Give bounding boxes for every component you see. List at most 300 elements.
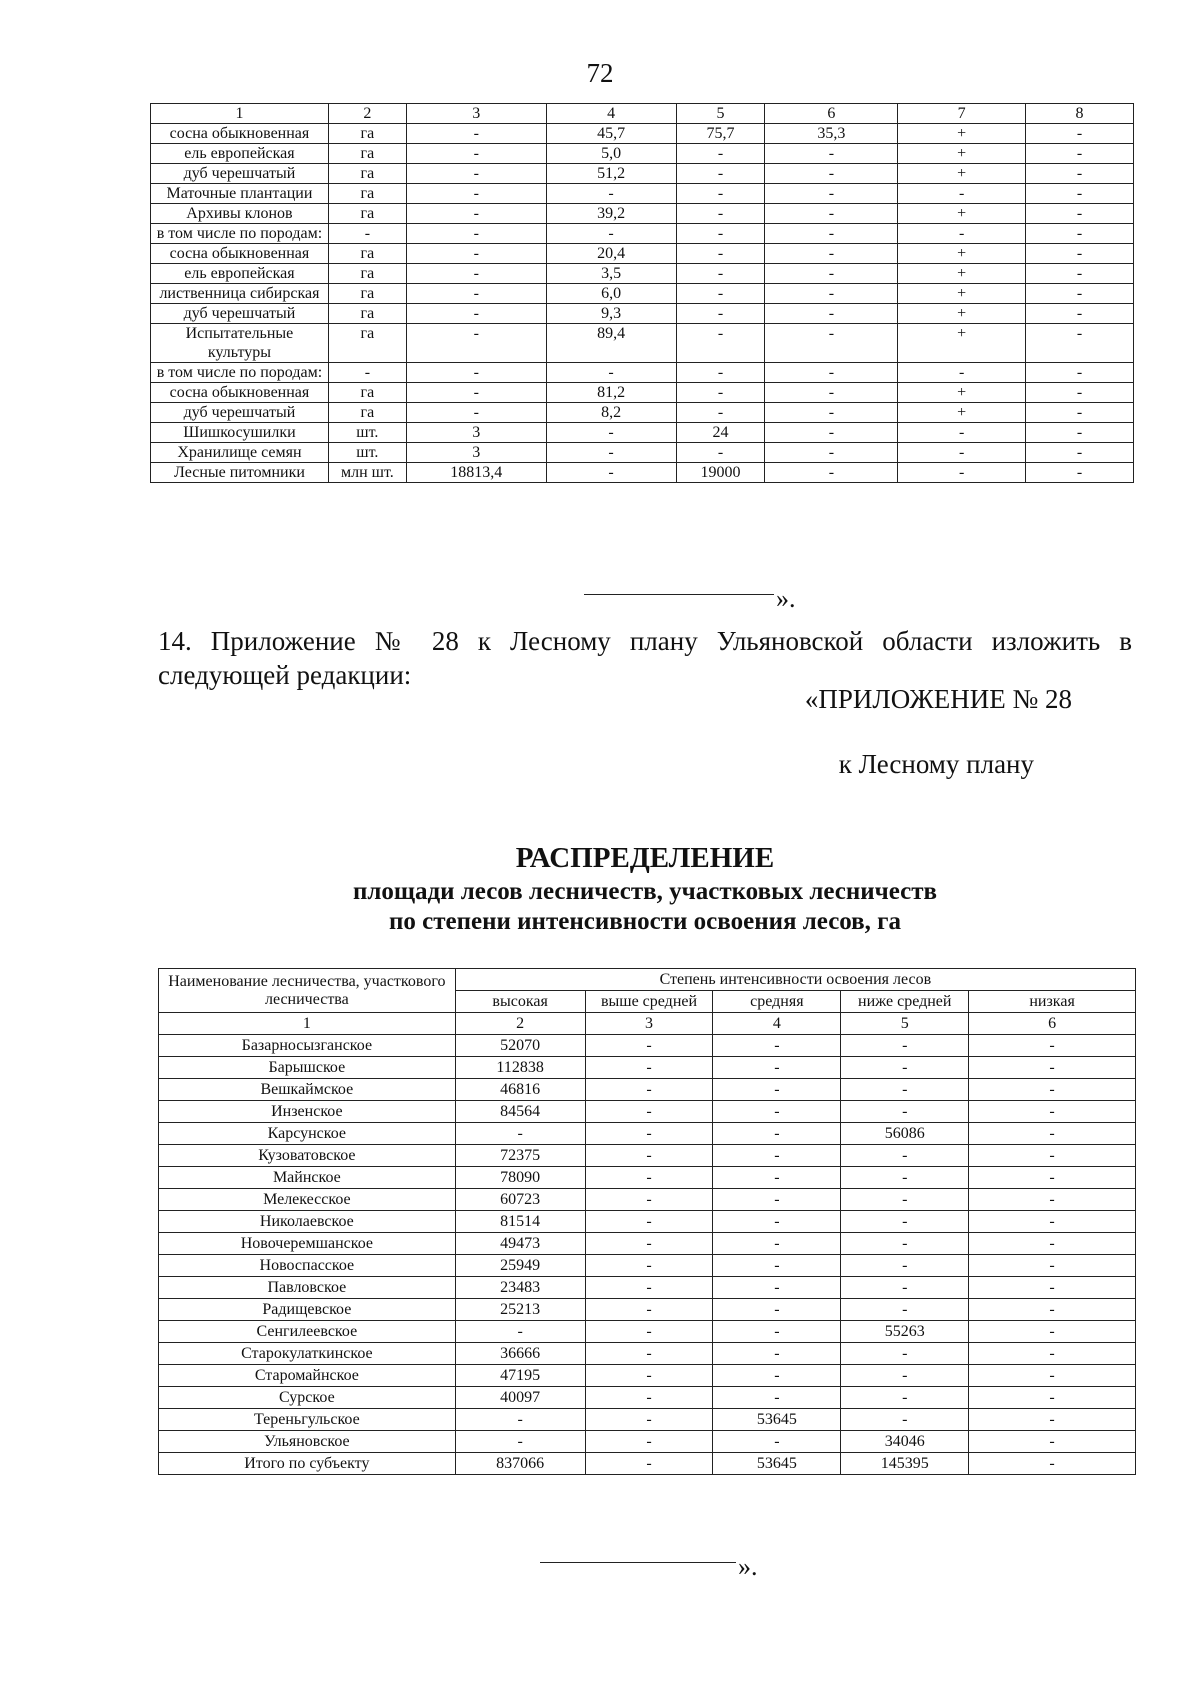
table2-column-header: высокая [455, 991, 585, 1013]
table-cell: - [713, 1255, 841, 1277]
table-cell: 45,7 [546, 124, 676, 144]
table-cell: - [1026, 144, 1134, 164]
table-cell: - [969, 1123, 1136, 1145]
intensity-distribution-table [158, 968, 1136, 1475]
table-cell: - [585, 1387, 713, 1409]
table1-column-number: 3 [406, 104, 546, 124]
table-cell: + [898, 284, 1026, 304]
table-cell: - [406, 244, 546, 264]
closing-quote-2: ». [738, 1552, 758, 1581]
table-cell: - [676, 383, 765, 403]
forestry-name: Старомайнское [159, 1365, 456, 1387]
table-cell: - [455, 1431, 585, 1453]
forestry-name: Барышское [159, 1057, 456, 1079]
table-cell: - [765, 324, 898, 363]
table-cell: - [713, 1387, 841, 1409]
table-cell: - [841, 1233, 969, 1255]
table-cell: млн шт. [328, 463, 406, 483]
table-cell: 52070 [455, 1035, 585, 1057]
row-label: Лесные питомники [151, 463, 329, 483]
table-row [151, 423, 1134, 443]
table-cell: - [841, 1299, 969, 1321]
table-cell: - [713, 1167, 841, 1189]
table-cell: 25213 [455, 1299, 585, 1321]
table-cell: 81,2 [546, 383, 676, 403]
table-cell: га [328, 383, 406, 403]
table-cell: - [765, 463, 898, 483]
table-row [159, 1079, 1136, 1101]
table1-column-number: 4 [546, 104, 676, 124]
table-cell: - [546, 463, 676, 483]
table-cell: - [406, 184, 546, 204]
table-cell: - [969, 1211, 1136, 1233]
row-label: дуб черешчатый [151, 304, 329, 324]
table-cell: - [676, 284, 765, 304]
table-row [159, 1211, 1136, 1233]
table-row [159, 1431, 1136, 1453]
table-cell: - [676, 403, 765, 423]
table-cell: - [585, 1431, 713, 1453]
table-cell: - [585, 1343, 713, 1365]
row-label: ель европейская [151, 144, 329, 164]
table-row [151, 244, 1134, 264]
table-cell: - [406, 403, 546, 423]
table-cell: - [676, 324, 765, 363]
table-cell: - [765, 264, 898, 284]
table-row [159, 1321, 1136, 1343]
table-cell: 78090 [455, 1167, 585, 1189]
table2-column-header: средняя [713, 991, 841, 1013]
table-cell: - [1026, 383, 1134, 403]
table-cell: 53645 [713, 1409, 841, 1431]
table-cell: - [841, 1365, 969, 1387]
table-cell: - [841, 1057, 969, 1079]
document-subtitle-line2: по степени интенсивности освоения лесов, га [388, 908, 902, 935]
table2-group-header-row [159, 969, 1136, 991]
row-label: дуб черешчатый [151, 164, 329, 184]
table-cell: шт. [328, 443, 406, 463]
table-cell: - [676, 184, 765, 204]
table-cell: - [585, 1365, 713, 1387]
table-cell: 145395 [841, 1453, 969, 1475]
table-row [151, 124, 1134, 144]
table2-column-number: 4 [713, 1013, 841, 1035]
table-cell: - [585, 1101, 713, 1123]
table-cell: - [1026, 184, 1134, 204]
table-cell: 56086 [841, 1123, 969, 1145]
table-cell: - [713, 1057, 841, 1079]
table-cell: - [546, 363, 676, 383]
table-cell: - [841, 1277, 969, 1299]
forestry-name: Тереньгульское [159, 1409, 456, 1431]
table-cell: 25949 [455, 1255, 585, 1277]
table-cell: - [765, 164, 898, 184]
table-cell: га [328, 164, 406, 184]
closing-line-2 [540, 1562, 736, 1563]
table-cell: - [841, 1211, 969, 1233]
table-cell: га [328, 264, 406, 284]
table2-column-number: 1 [159, 1013, 456, 1035]
table-cell: - [676, 443, 765, 463]
table-cell: - [841, 1079, 969, 1101]
table-cell: - [585, 1409, 713, 1431]
table-cell: - [898, 363, 1026, 383]
table-cell: - [969, 1387, 1136, 1409]
table-cell: - [765, 224, 898, 244]
table-cell: - [969, 1343, 1136, 1365]
table-row [151, 204, 1134, 224]
table-cell: - [585, 1035, 713, 1057]
table-row [151, 184, 1134, 204]
table-cell: - [713, 1035, 841, 1057]
table-cell: - [841, 1145, 969, 1167]
table-cell: га [328, 184, 406, 204]
table-cell: - [765, 184, 898, 204]
table-cell: - [546, 443, 676, 463]
document-title: РАСПРЕДЕЛЕНИЕ [515, 842, 775, 874]
table-cell: - [406, 363, 546, 383]
table-cell: - [765, 244, 898, 264]
forestry-name: Инзенское [159, 1101, 456, 1123]
table-row [159, 1453, 1136, 1475]
table-cell: - [676, 144, 765, 164]
row-label: ель европейская [151, 264, 329, 284]
table-cell: - [676, 304, 765, 324]
forestry-name: Ульяновское [159, 1431, 456, 1453]
table-row [151, 443, 1134, 463]
table-cell: - [1026, 284, 1134, 304]
forestry-name: Мелекесское [159, 1189, 456, 1211]
table-cell: - [765, 383, 898, 403]
table-cell: - [969, 1409, 1136, 1431]
table-cell: 5,0 [546, 144, 676, 164]
table-row [151, 383, 1134, 403]
table2-column-header: низкая [969, 991, 1136, 1013]
table-cell: - [406, 204, 546, 224]
table-cell: 19000 [676, 463, 765, 483]
table-cell: - [765, 284, 898, 304]
table-row [151, 284, 1134, 304]
table-cell: - [546, 224, 676, 244]
table-cell: - [1026, 443, 1134, 463]
table-cell: - [676, 363, 765, 383]
table-cell: - [841, 1255, 969, 1277]
table-cell: - [455, 1409, 585, 1431]
table-cell: - [585, 1321, 713, 1343]
table-cell: 112838 [455, 1057, 585, 1079]
table-cell: - [585, 1255, 713, 1277]
forestry-name: Вешкаймское [159, 1079, 456, 1101]
table1-column-number: 2 [328, 104, 406, 124]
table-cell: - [765, 304, 898, 324]
table-cell: - [676, 224, 765, 244]
forestry-name: Итого по субъекту [159, 1453, 456, 1475]
table-cell: - [1026, 423, 1134, 443]
table-cell: га [328, 403, 406, 423]
table-cell: 40097 [455, 1387, 585, 1409]
row-label: дуб черешчатый [151, 403, 329, 423]
table-cell: - [1026, 224, 1134, 244]
forestry-name: Базарносызганское [159, 1035, 456, 1057]
table-cell: - [1026, 324, 1134, 363]
table-cell: - [406, 304, 546, 324]
table-row [151, 164, 1134, 184]
table-cell: - [676, 244, 765, 264]
table-cell: га [328, 324, 406, 363]
table-cell: - [585, 1299, 713, 1321]
table-row [159, 1255, 1136, 1277]
table-cell: 3 [406, 443, 546, 463]
forest-seed-base-table [150, 103, 1134, 483]
row-label: Маточные плантации [151, 184, 329, 204]
table-cell: - [969, 1299, 1136, 1321]
table-cell: 9,3 [546, 304, 676, 324]
table-cell: - [546, 423, 676, 443]
table-cell: 72375 [455, 1145, 585, 1167]
table-cell: - [585, 1189, 713, 1211]
table-cell: - [585, 1057, 713, 1079]
table-row [159, 1123, 1136, 1145]
table-cell: - [898, 224, 1026, 244]
table-cell: - [713, 1123, 841, 1145]
table-cell: 18813,4 [406, 463, 546, 483]
table-cell: - [406, 224, 546, 244]
table-cell: - [1026, 463, 1134, 483]
row-label: Испытательные культуры [151, 324, 329, 363]
table-cell: 3,5 [546, 264, 676, 284]
table-cell: 75,7 [676, 124, 765, 144]
table-cell: 34046 [841, 1431, 969, 1453]
table-cell: - [328, 363, 406, 383]
table-cell: + [898, 403, 1026, 423]
forestry-name: Майнское [159, 1167, 456, 1189]
table-cell: - [969, 1453, 1136, 1475]
table2-column-header: выше средней [585, 991, 713, 1013]
appendix-title: «ПРИЛОЖЕНИЕ № 28 [804, 684, 1072, 714]
page-number: 72 [586, 58, 614, 88]
table-row [159, 1343, 1136, 1365]
table-row [151, 304, 1134, 324]
table-cell: + [898, 264, 1026, 284]
table-cell: - [969, 1101, 1136, 1123]
table-cell: - [713, 1101, 841, 1123]
table-cell: - [1026, 124, 1134, 144]
table-cell: - [455, 1123, 585, 1145]
table-cell: - [713, 1343, 841, 1365]
table2-number-row [159, 1013, 1136, 1035]
table-cell: - [406, 264, 546, 284]
table-cell: - [765, 443, 898, 463]
table-cell: - [969, 1145, 1136, 1167]
forestry-name: Старокулаткинское [159, 1343, 456, 1365]
table-cell: 6,0 [546, 284, 676, 304]
table-row [159, 1167, 1136, 1189]
table-row [151, 324, 1134, 363]
table-cell: - [969, 1431, 1136, 1453]
table-cell: - [585, 1123, 713, 1145]
table-cell: - [713, 1321, 841, 1343]
table-cell: га [328, 284, 406, 304]
table-cell: + [898, 304, 1026, 324]
table-cell: - [676, 204, 765, 224]
forestry-name: Кузоватовское [159, 1145, 456, 1167]
table-cell: + [898, 124, 1026, 144]
table-cell: 35,3 [765, 124, 898, 144]
table-cell: - [969, 1035, 1136, 1057]
table-cell: - [765, 144, 898, 164]
table-row [151, 363, 1134, 383]
table-cell: - [969, 1189, 1136, 1211]
table-cell: - [841, 1189, 969, 1211]
table-cell: - [765, 363, 898, 383]
document-subtitle-line1: площади лесов лесничеств, участковых лесничеств [352, 878, 938, 905]
table-cell: - [713, 1277, 841, 1299]
table-cell: - [898, 184, 1026, 204]
table-cell: + [898, 383, 1026, 403]
table-row [159, 1057, 1136, 1079]
row-label: сосна обыкновенная [151, 244, 329, 264]
table-cell: - [406, 124, 546, 144]
table-cell: - [841, 1167, 969, 1189]
table-cell: + [898, 204, 1026, 224]
table-cell: - [585, 1233, 713, 1255]
table-cell: - [1026, 164, 1134, 184]
amendment-paragraph: 14. Приложение № 28 к Лесному плану Ульяновской области изложить в следующей редакции: [158, 626, 1132, 690]
row-label: в том числе по породам: [151, 224, 329, 244]
table-cell: - [406, 284, 546, 304]
table-cell: 47195 [455, 1365, 585, 1387]
table-cell: - [713, 1365, 841, 1387]
table-cell: - [898, 423, 1026, 443]
forestry-name: Сенгилеевское [159, 1321, 456, 1343]
table-cell: 39,2 [546, 204, 676, 224]
table2-column-number: 5 [841, 1013, 969, 1035]
table-cell: 84564 [455, 1101, 585, 1123]
table-row [151, 264, 1134, 284]
table-cell: - [406, 164, 546, 184]
forestry-name: Новочеремшанское [159, 1233, 456, 1255]
table-cell: 23483 [455, 1277, 585, 1299]
table-cell: - [969, 1057, 1136, 1079]
row-label: Шишкосушилки [151, 423, 329, 443]
table-cell: - [969, 1277, 1136, 1299]
table-cell: - [969, 1255, 1136, 1277]
appendix-subtitle: к Лесному плану [838, 749, 1034, 779]
table-cell: - [713, 1189, 841, 1211]
table-row [159, 1387, 1136, 1409]
forestry-name: Новоспасское [159, 1255, 456, 1277]
table-cell: шт. [328, 423, 406, 443]
table-cell: - [713, 1233, 841, 1255]
table-row [151, 224, 1134, 244]
table-cell: га [328, 304, 406, 324]
table-cell: - [406, 324, 546, 363]
table-row [159, 1233, 1136, 1255]
table-cell: - [546, 184, 676, 204]
row-label: сосна обыкновенная [151, 124, 329, 144]
table-cell: 55263 [841, 1321, 969, 1343]
table-row [159, 1145, 1136, 1167]
table2-column-number: 6 [969, 1013, 1136, 1035]
table-cell: - [406, 144, 546, 164]
table-cell: - [1026, 363, 1134, 383]
table-cell: - [713, 1431, 841, 1453]
table-row [159, 1409, 1136, 1431]
table-row [159, 1101, 1136, 1123]
table-cell: - [898, 443, 1026, 463]
table-cell: - [455, 1321, 585, 1343]
forestry-name: Николаевское [159, 1211, 456, 1233]
table-cell: - [676, 164, 765, 184]
table-row [159, 1189, 1136, 1211]
table-cell: - [713, 1211, 841, 1233]
table-cell: - [585, 1277, 713, 1299]
table-cell: 81514 [455, 1211, 585, 1233]
table-cell: - [969, 1321, 1136, 1343]
table1-column-number: 5 [676, 104, 765, 124]
table-row [159, 1035, 1136, 1057]
table1-column-number: 7 [898, 104, 1026, 124]
table2-name-header: Наименование лесничества, участкового лесничества [159, 969, 456, 1013]
table-cell: - [713, 1079, 841, 1101]
table1-column-number: 8 [1026, 104, 1134, 124]
table-cell: - [969, 1233, 1136, 1255]
table2-column-header: ниже средней [841, 991, 969, 1013]
row-label: в том числе по породам: [151, 363, 329, 383]
table-cell: - [969, 1079, 1136, 1101]
table-cell: - [841, 1409, 969, 1431]
table-cell: - [328, 224, 406, 244]
table-row [159, 1365, 1136, 1387]
table-cell: - [841, 1035, 969, 1057]
table-cell: - [841, 1387, 969, 1409]
table-cell: - [969, 1365, 1136, 1387]
table-cell: 20,4 [546, 244, 676, 264]
forestry-name: Сурское [159, 1387, 456, 1409]
table-row [159, 1277, 1136, 1299]
table-cell: - [841, 1343, 969, 1365]
table2-column-number: 3 [585, 1013, 713, 1035]
row-label: сосна обыкновенная [151, 383, 329, 403]
table1-column-number: 6 [765, 104, 898, 124]
table-cell: - [585, 1211, 713, 1233]
table-cell: - [676, 264, 765, 284]
table-cell: га [328, 244, 406, 264]
table-cell: - [713, 1145, 841, 1167]
table-cell: 53645 [713, 1453, 841, 1475]
forestry-name: Карсунское [159, 1123, 456, 1145]
row-label: лиственница сибирская [151, 284, 329, 304]
table-cell: + [898, 144, 1026, 164]
table-cell: га [328, 124, 406, 144]
table-cell: 46816 [455, 1079, 585, 1101]
table-cell: га [328, 144, 406, 164]
table-cell: 51,2 [546, 164, 676, 184]
table-cell: - [585, 1079, 713, 1101]
table-row [151, 144, 1134, 164]
table-cell: га [328, 204, 406, 224]
forestry-name: Радищевское [159, 1299, 456, 1321]
table-cell: - [765, 403, 898, 423]
forestry-name: Павловское [159, 1277, 456, 1299]
table-cell: + [898, 244, 1026, 264]
closing-quote: ». [776, 584, 796, 613]
table-cell: - [969, 1167, 1136, 1189]
table-cell: + [898, 324, 1026, 363]
table-cell: - [406, 383, 546, 403]
table2-column-number: 2 [455, 1013, 585, 1035]
table-cell: - [898, 463, 1026, 483]
